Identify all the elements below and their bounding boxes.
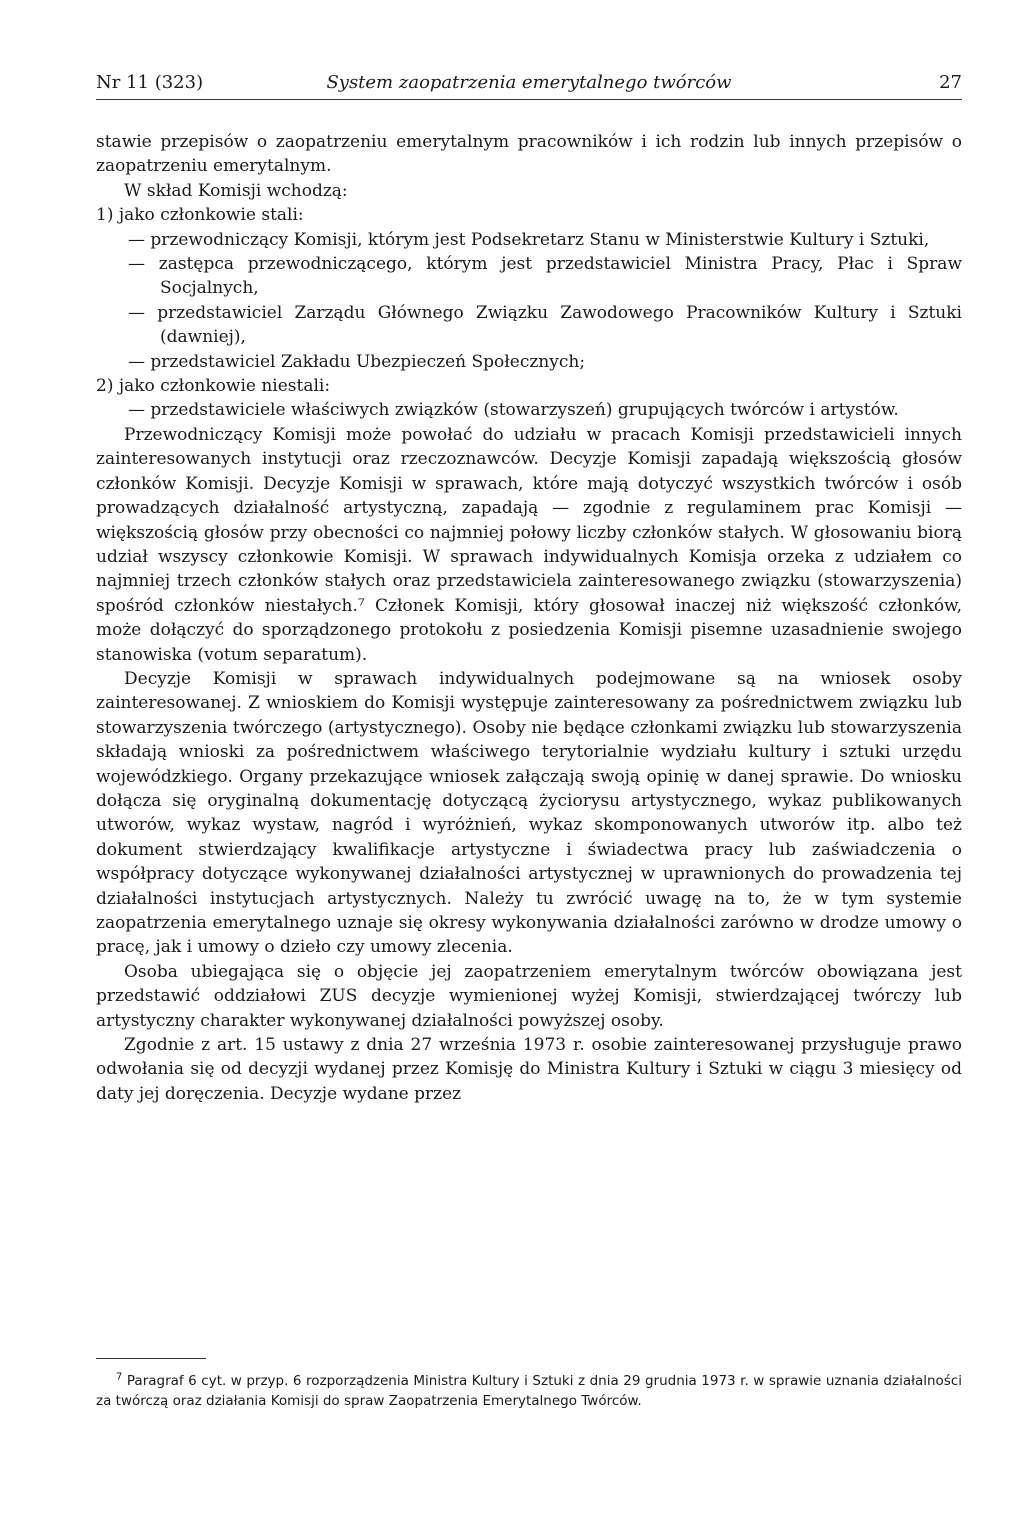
footnote-rule bbox=[96, 1358, 206, 1359]
paragraph: Osoba ubiegająca się o objęcie jej zaopatrzeniem emerytalnym twórców obowiązana jest przedstawić oddziałowi ZUS decyzje wymienionej wyżej Komisji, stwierdzającej twórczy lub artystyczny charakter wykonywanej działalności powyższej osoby. bbox=[96, 961, 962, 1031]
running-header bbox=[96, 70, 962, 96]
running-title: System zaopatrzenia emerytalnego twórców bbox=[326, 72, 732, 93]
paragraph: Przewodniczący Komisji może powołać do udziału w pracach Komisji przedstawicieli innych zainteresowanych instytucji oraz rzeczoznawców. Decyzje Komisji zapadają większością głosów członków Komisji. Decyzje Komisji w sprawach, które mają dotyczyć wszystkich twórców i osób prowadzących działalność artystyczną, zapadają — zgodnie z regulaminem prac Komisji — większością głosów przy obecności co najmniej połowy liczby członków stałych. W głosowaniu biorą udział wszyscy członkowie Komisji. W sprawach indywidualnych Komisja orzeka z udziałem co najmniej trzech członków stałych oraz przedstawiciela zainteresowanego związku (stowarzyszenia) spośród członków niestałych.⁷ Członek Komisji, który głosował inaczej niż większość członków, może dołączyć do sporządzonego protokołu z posiedzenia Komisji pisemne uzasadnienie swojego stanowiska (votum separatum). bbox=[96, 424, 962, 665]
paragraph: 2) jako członkowie niestali: bbox=[96, 376, 331, 397]
footnote bbox=[96, 1371, 962, 1411]
paragraph: — zastępca przewodniczącego, którym jest przedstawiciel Ministra Pracy, Płac i Spraw Socjalnych, bbox=[128, 254, 962, 299]
paragraph: — przedstawiciel Zakładu Ubezpieczeń Społecznych; bbox=[128, 351, 586, 372]
paragraph: W skład Komisji wchodzą: bbox=[124, 180, 348, 201]
footnote-mark: 7 bbox=[116, 1371, 123, 1383]
paragraph: Zgodnie z art. 15 ustawy z dnia 27 września 1973 r. osobie zainteresowanej przysługuje prawo odwołania się od decyzji wydanej przez Komisję do Ministra Kultury i Sztuki w ciągu 3 miesięcy od daty jej doręczenia. Decyzje wydane przez bbox=[96, 1035, 962, 1104]
paragraph: 1) jako członkowie stali: bbox=[96, 205, 304, 226]
paragraph: — przedstawiciele właściwych związków (stowarzyszeń) grupujących twórców i artystów. bbox=[128, 400, 899, 421]
header-rule bbox=[96, 99, 962, 100]
footnote-text: Paragraf 6 cyt. w przyp. 6 rozporządzenia Ministra Kultury i Sztuki z dnia 29 grudnia 1973 r. w sprawie uznania działalności za twórczą oraz działania Komisji do spraw Zaopatrzenia Emerytalnego Twórców. bbox=[96, 1373, 962, 1409]
page-number: 27 bbox=[939, 72, 962, 93]
paragraph: Decyzje Komisji w sprawach indywidualnych podejmowane są na wniosek osoby zainteresowanej. Z wnioskiem do Komisji występuje zainteresowany za pośrednictwem związku lub stowarzyszenia twórczego (artystycznego). Osoby nie będące członkami związku lub stowarzyszenia składają wnioski za pośrednictwem właściwego terytorialnie wydziału kultury i sztuki urzędu wojewódzkiego. Organy przekazujące wniosek załączają swoją opinię w danej sprawie. Do wniosku dołącza się oryginalną dokumentację dotyczącą życiorysu artystycznego, wykaz publikowanych utworów, wykaz wystaw, nagród i wyróżnień, wykaz skomponowanych utworów itp. albo też dokument stwierdzający kwalifikacje artystyczne i świadectwa pracy lub zaświadczenia o współpracy dotyczące wykonywanej działalności artystycznej w uprawnionych do prowadzenia tej działalności instytucjach artystycznych. Należy tu zwrócić uwagę na to, że w tym systemie zaopatrzenia emerytalnego uznaje się okresy wykonywania działalności zarówno w drodze umowy o pracę, jak i umowy o dzieło czy umowy zlecenia. bbox=[96, 668, 962, 958]
paragraph: stawie przepisów o zaopatrzeniu emerytalnym pracowników i ich rodzin lub innych przepisów o zaopatrzeniu emerytalnym. bbox=[96, 132, 962, 177]
body-text bbox=[96, 130, 962, 1106]
paragraph: — przewodniczący Komisji, którym jest Podsekretarz Stanu w Ministerstwie Kultury i Sztuki, bbox=[128, 229, 930, 250]
paragraph: — przedstawiciel Zarządu Głównego Związku Zawodowego Pracowników Kultury i Sztuki (dawniej), bbox=[128, 302, 962, 348]
issue-number: Nr 11 (323) bbox=[96, 72, 204, 93]
